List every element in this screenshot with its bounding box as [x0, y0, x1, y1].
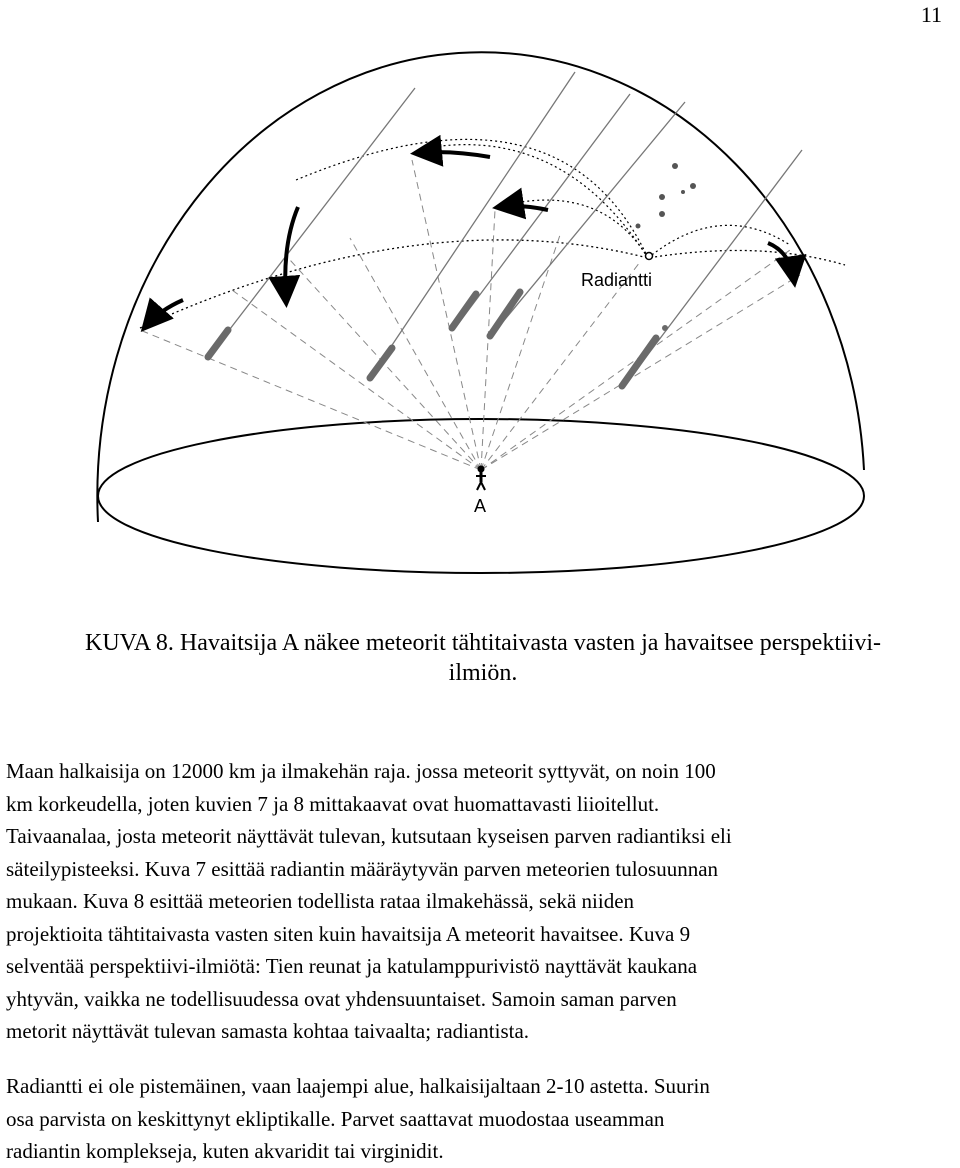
paragraph-line: selventää perspektiivi-ilmiötä: Tien reunat ja katulamppurivistö nayttävät kaukana — [6, 954, 698, 978]
paragraph-line: Radiantti ei ole pistemäinen, vaan laajempi alue, halkaisijaltaan 2-10 astetta. Suurin — [6, 1074, 710, 1098]
meteor-trails — [210, 72, 802, 385]
sightlines — [140, 160, 800, 470]
radiant-point — [646, 253, 653, 260]
page-number: 11 — [920, 2, 942, 27]
caption-line: KUVA 8. Havaitsija A näkee meteorit tähtitaivasta vasten ja havaitsee perspektiivi- — [85, 630, 881, 656]
paragraph-line: mukaan. Kuva 8 esittää meteorien todellista rataa ilmakehässä, sekä niiden — [6, 889, 635, 913]
paragraph-line: radiantin komplekseja, kuten akvaridit tai virginidit. — [6, 1139, 444, 1163]
body-paragraph-1 — [6, 755, 956, 1048]
body-paragraph-2 — [6, 1070, 956, 1168]
paragraph-line: Taivaanalaa, josta meteorit näyttävät tulevan, kutsutaan kyseisen parven radiantiksi eli — [6, 824, 732, 848]
paragraph-line: metorit näyttävät tulevan samasta kohtaa taivaalta; radiantista. — [6, 1019, 530, 1043]
caption-line: ilmiön. — [448, 660, 518, 686]
sky-dome-outline — [97, 52, 864, 522]
observer-figure — [476, 466, 486, 490]
paragraph-line: Maan halkaisija on 12000 km ja ilmakehän raja. jossa meteorit syttyvät, on noin 100 — [6, 759, 716, 783]
observer-label: A — [474, 496, 487, 516]
paragraph-line: projektioita tähtitaivasta vasten siten kuin havaitsija A meteorit havaitsee. Kuva 9 — [6, 921, 691, 946]
projection-arcs — [296, 139, 790, 258]
paragraph-line: säteilypisteeksi. Kuva 7 esittää radiantin määräytyvän parven meteorien tulosuunnan — [6, 856, 719, 881]
meteor-streaks — [208, 292, 656, 386]
radiant-label: Radiantti — [581, 270, 653, 290]
stars — [636, 163, 697, 229]
paragraph-line: yhtyvän, vaikka ne todellisuudessa ovat yhdensuuntaiset. Samoin saman parven — [6, 986, 677, 1011]
paragraph-line: km korkeudella, joten kuvien 7 ja 8 mittakaavat ovat huomattavasti liioitellut. — [6, 791, 660, 816]
paragraph-line: osa parvista on keskittynyt ekliptikalle. Parvet saattavat muodostaa useamman — [6, 1106, 665, 1131]
figure-caption — [16, 628, 950, 688]
